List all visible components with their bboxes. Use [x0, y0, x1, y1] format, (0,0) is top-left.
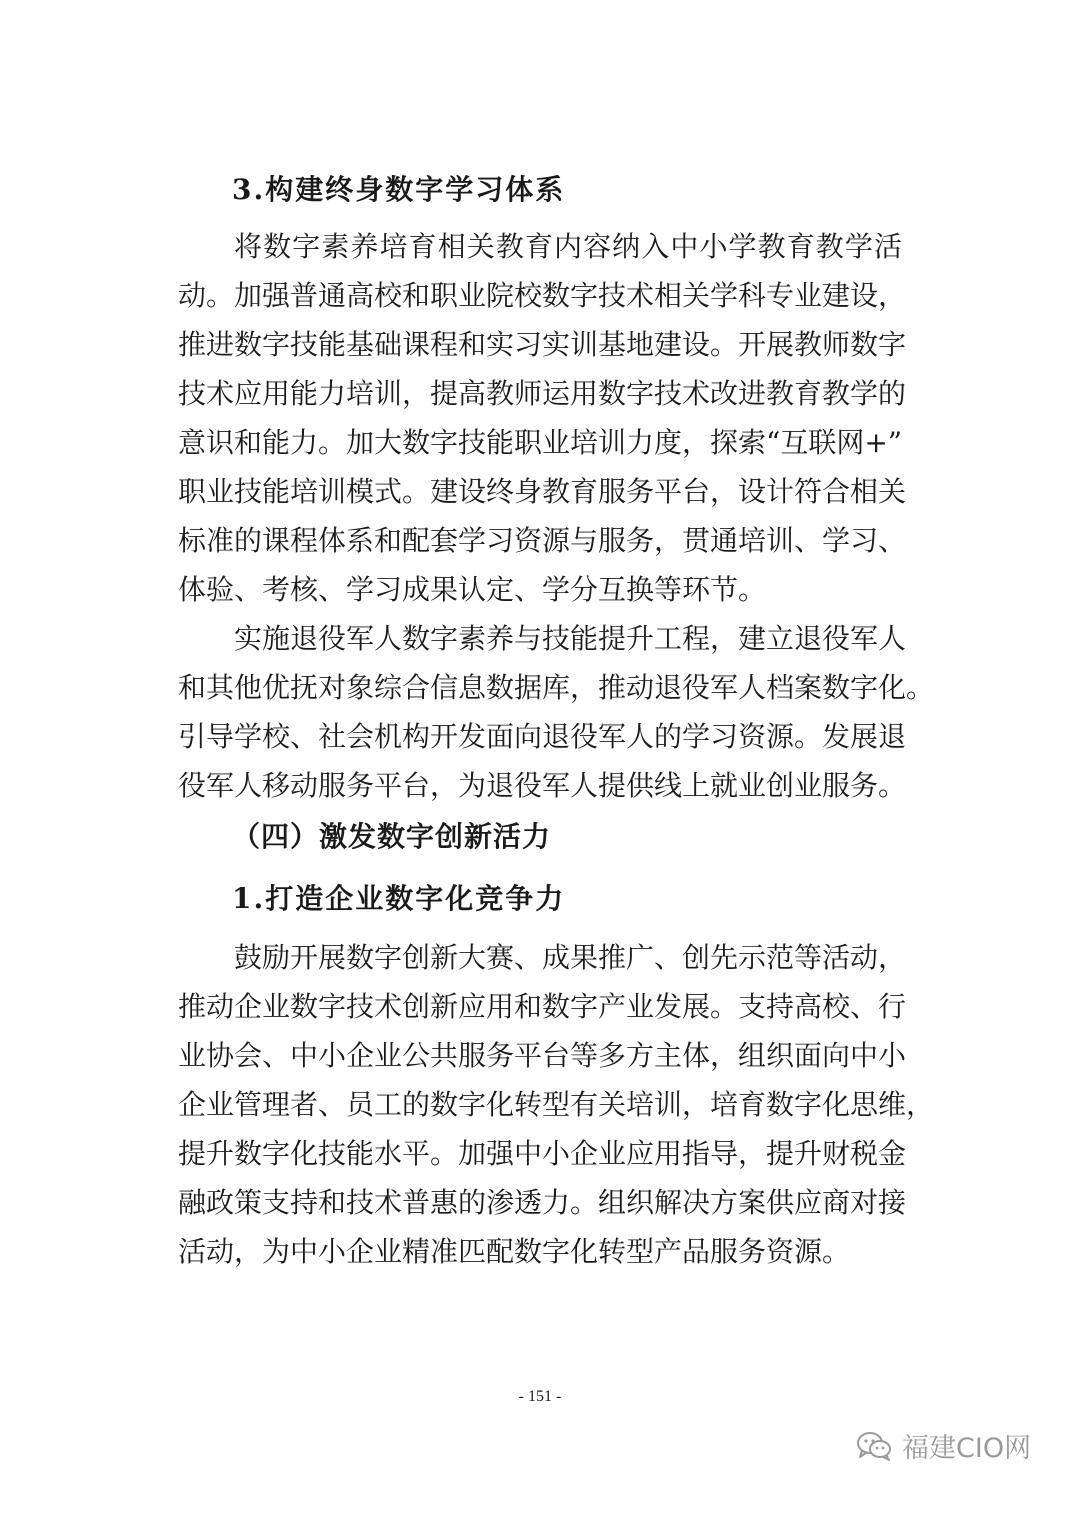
paragraph-line: 标准的课程体系和配套学习资源与服务，贯通培训、学习、 — [178, 524, 907, 557]
paragraph-line: 职业技能培训模式。建设终身教育服务平台，设计符合相关 — [178, 475, 907, 508]
watermark — [856, 1426, 1031, 1465]
paragraph-2 — [178, 614, 935, 810]
paragraph-line: 体验、考核、学习成果认定、学分互换等环节。 — [178, 573, 767, 606]
paragraph-line: 融政策支持和技术普惠的渗透力。组织解决方案供应商对接 — [178, 1186, 907, 1219]
paragraph-line: 将数字素养培育相关教育内容纳入中小学教育教学活 — [234, 230, 902, 263]
paragraph-line: 技术应用能力培训，提高教师运用数字技术改进教育教学的 — [178, 377, 907, 410]
paragraph-line: 动。加强普通高校和职业院校数字技术相关学科专业建设， — [178, 279, 907, 312]
wechat-icon — [856, 1431, 892, 1461]
paragraph-line: 推进数字技能基础课程和实习实训基地建设。开展教师数字 — [178, 328, 907, 361]
paragraph-line: 意识和能力。加大数字技能职业培训力度，探索“互联网+” — [178, 426, 903, 459]
page-number: - 151 - — [518, 1388, 562, 1405]
paragraph-line: 鼓励开展数字创新大赛、成果推广、创先示范等活动， — [234, 941, 907, 974]
paragraph-1 — [178, 222, 907, 614]
section-heading-4: （四）激发数字创新活力 — [232, 820, 552, 853]
paragraph-3 — [178, 933, 935, 1276]
paragraph-line: 企业管理者、员工的数字化转型有关培训，培育数字化思维， — [178, 1088, 935, 1121]
paragraph-line: 业协会、中小企业公共服务平台等多方主体，组织面向中小 — [178, 1039, 907, 1072]
paragraph-line: 提升数字化技能水平。加强中小企业应用指导，提升财税金 — [178, 1137, 907, 1170]
paragraph-line: 推动企业数字技术创新应用和数字产业发展。支持高校、行 — [178, 990, 907, 1023]
paragraph-line: 和其他优抚对象综合信息数据库，推动退役军人档案数字化。 — [178, 671, 935, 704]
paragraph-line: 引导学校、社会机构开发面向退役军人的学习资源。发展退 — [178, 720, 907, 753]
subsection-heading-3: 3.构建终身数字学习体系 — [232, 173, 566, 206]
watermark-text: 福建CIO网 — [902, 1433, 1032, 1464]
subsection-heading-1: 1.打造企业数字化竞争力 — [232, 882, 566, 915]
paragraph-line: 实施退役军人数字素养与技能提升工程，建立退役军人 — [234, 622, 907, 655]
paragraph-line: 役军人移动服务平台，为退役军人提供线上就业创业服务。 — [178, 769, 907, 802]
paragraph-line: 活动，为中小企业精准匹配数字化转型产品服务资源。 — [178, 1235, 851, 1268]
